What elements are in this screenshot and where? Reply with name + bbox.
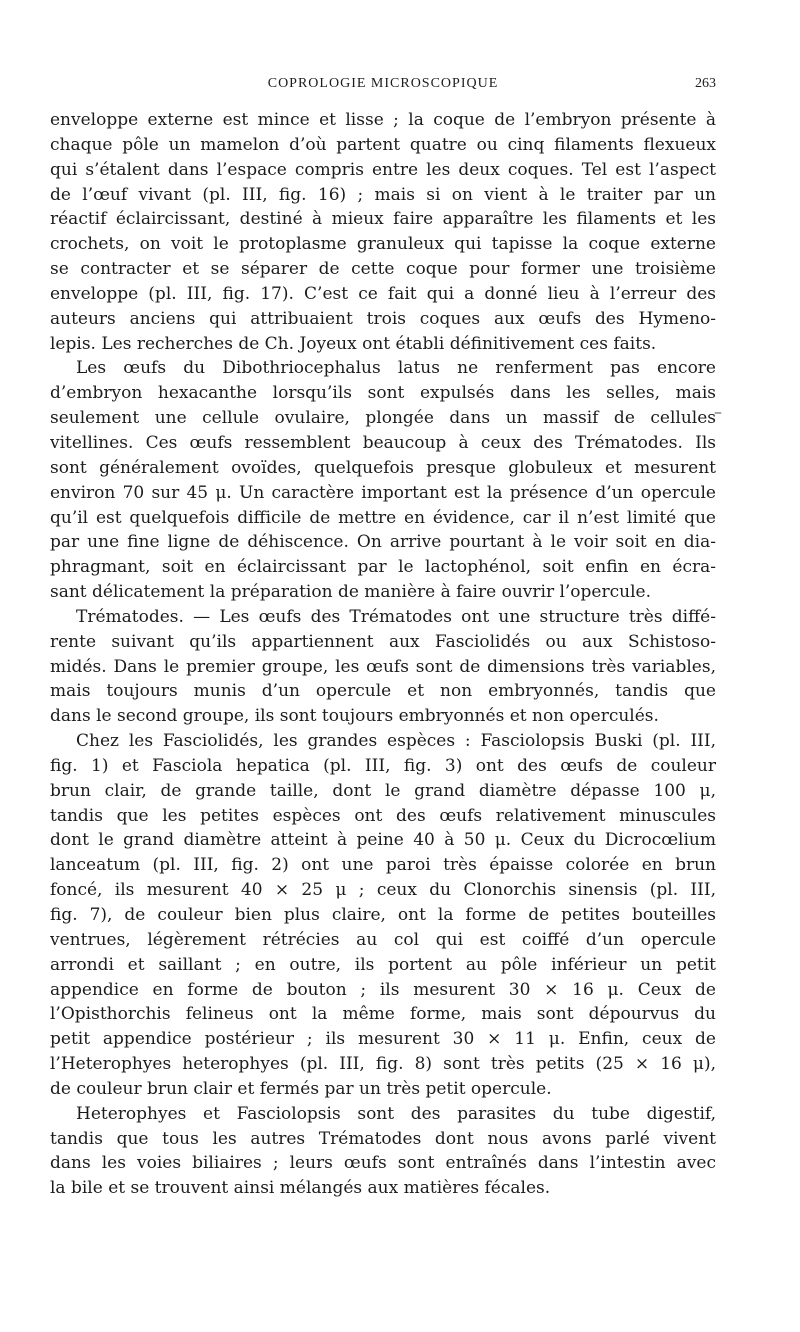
- text-line: dont le grand diamètre atteint à peine 40 à 50 μ. Ceux du Dicrocœlium: [50, 830, 716, 851]
- text-line: ventrues, légèrement rétrécies au col qui est coiffé d’un opercule: [50, 929, 716, 950]
- text-line: tandis que tous les autres Trématodes dont nous avons parlé vivent: [50, 1128, 716, 1149]
- text-line: lanceatum (pl. III, fig. 2) ont une paroi très épaisse colorée en brun: [50, 855, 716, 876]
- text-line: Les œufs du Dibothriocephalus latus ne renferment pas encore: [76, 358, 716, 379]
- text-line: Heterophyes et Fasciolopsis sont des parasites du tube digestif,: [76, 1103, 716, 1124]
- text-line: de couleur brun clair et fermés par un très petit opercule.: [50, 1078, 552, 1099]
- page-header: [50, 76, 716, 100]
- text-line: rente suivant qu’ils appartiennent aux Fasciolidés ou aux Schistoso-: [50, 631, 716, 652]
- text-line: dans le second groupe, ils sont toujours embryonnés et non operculés.: [50, 706, 659, 727]
- text-line: sant délicatement la préparation de manière à faire ouvrir l’opercule.: [50, 582, 651, 603]
- text-line: fig. 7), de couleur bien plus claire, ont la forme de petites bouteilles: [50, 905, 716, 925]
- text-line: seulement une cellule ovulaire, plongée dans un massif de cellules: [50, 408, 716, 429]
- text-line: arrondi et saillant ; en outre, ils portent au pôle inférieur un petit: [50, 954, 716, 975]
- text-line: chaque pôle un mamelon d’où partent quatre ou cinq filaments flexueux: [50, 134, 716, 155]
- text-line: brun clair, de grande taille, dont le grand diamètre dépasse 100 μ,: [50, 780, 716, 801]
- running-title: COPROLOGIE MICROSCOPIQUE: [267, 76, 499, 91]
- text-line: tandis que les petites espèces ont des œufs relativement minuscules: [50, 805, 716, 826]
- text-line: l’Opisthorchis felineus ont la même forme, mais sont dépourvus du: [50, 1004, 716, 1025]
- text-line: enveloppe (pl. III, fig. 17). C’est ce fait qui a donné lieu à l’erreur des: [50, 283, 716, 304]
- text-line: phragmant, soit en éclaircissant par le lactophénol, soit enfin en écra-: [50, 557, 716, 578]
- text-line: foncé, ils mesurent 40 × 25 μ ; ceux du Clonorchis sinensis (pl. III,: [50, 880, 716, 901]
- text-line: environ 70 sur 45 μ. Un caractère important est la présence d’un opercule: [50, 482, 716, 503]
- margin-mark: –: [714, 402, 722, 421]
- text-line: Chez les Fasciolidés, les grandes espèces : Fasciolopsis Buski (pl. III,: [76, 731, 716, 752]
- text-line: qui s’étalent dans l’espace compris entre les deux coques. Tel est l’aspect: [50, 159, 716, 180]
- text-line: Trématodes. — Les œufs des Trématodes ont une structure très diffé-: [76, 606, 716, 627]
- text-line: enveloppe externe est mince et lisse ; la coque de l’embryon présente à: [50, 110, 716, 130]
- text-line: de l’œuf vivant (pl. III, fig. 16) ; mais si on vient à le traiter par un: [50, 184, 716, 205]
- text-line: appendice en forme de bouton ; ils mesurent 30 × 16 μ. Ceux de: [50, 979, 716, 1000]
- text-line: dans les voies biliaires ; leurs œufs sont entraînés dans l’intestin avec: [50, 1153, 716, 1174]
- text-line: réactif éclaircissant, destiné à mieux faire apparaître les filaments et les: [50, 209, 716, 230]
- page-number: 263: [695, 76, 716, 91]
- text-line: sont généralement ovoïdes, quelquefois presque globuleux et mesurent: [50, 457, 716, 478]
- text-line: la bile et se trouvent ainsi mélangés aux matières fécales.: [50, 1178, 551, 1199]
- text-line: petit appendice postérieur ; ils mesurent 30 × 11 μ. Enfin, ceux de: [50, 1029, 716, 1050]
- text-line: qu’il est quelquefois difficile de mettre en évidence, car il n’est limité que: [50, 507, 716, 528]
- body-text: [50, 108, 716, 1201]
- text-line: mais toujours munis d’un opercule et non embryonnés, tandis que: [50, 681, 716, 702]
- text-line: se contracter et se séparer de cette coque pour former une troisième: [50, 259, 716, 280]
- text-line: fig. 1) et Fasciola hepatica (pl. III, fig. 3) ont des œufs de couleur: [50, 755, 716, 776]
- text-line: lepis. Les recherches de Ch. Joyeux ont établi définitivement ces faits.: [50, 333, 657, 354]
- text-line: par une fine ligne de déhiscence. On arrive pourtant à le voir soit en dia-: [50, 532, 716, 553]
- text-line: l’Heterophyes heterophyes (pl. III, fig. 8) sont très petits (25 × 16 μ),: [50, 1054, 716, 1075]
- text-line: midés. Dans le premier groupe, les œufs sont de dimensions très variables,: [50, 656, 716, 677]
- text-line: auteurs anciens qui attribuaient trois coques aux œufs des Hymeno-: [50, 308, 716, 329]
- text-line: vitellines. Ces œufs ressemblent beaucoup à ceux des Trématodes. Ils: [50, 432, 716, 453]
- text-line: crochets, on voit le protoplasme granuleux qui tapisse la coque externe: [50, 234, 716, 255]
- text-line: d’embryon hexacanthe lorsqu’ils sont expulsés dans les selles, mais: [50, 383, 716, 404]
